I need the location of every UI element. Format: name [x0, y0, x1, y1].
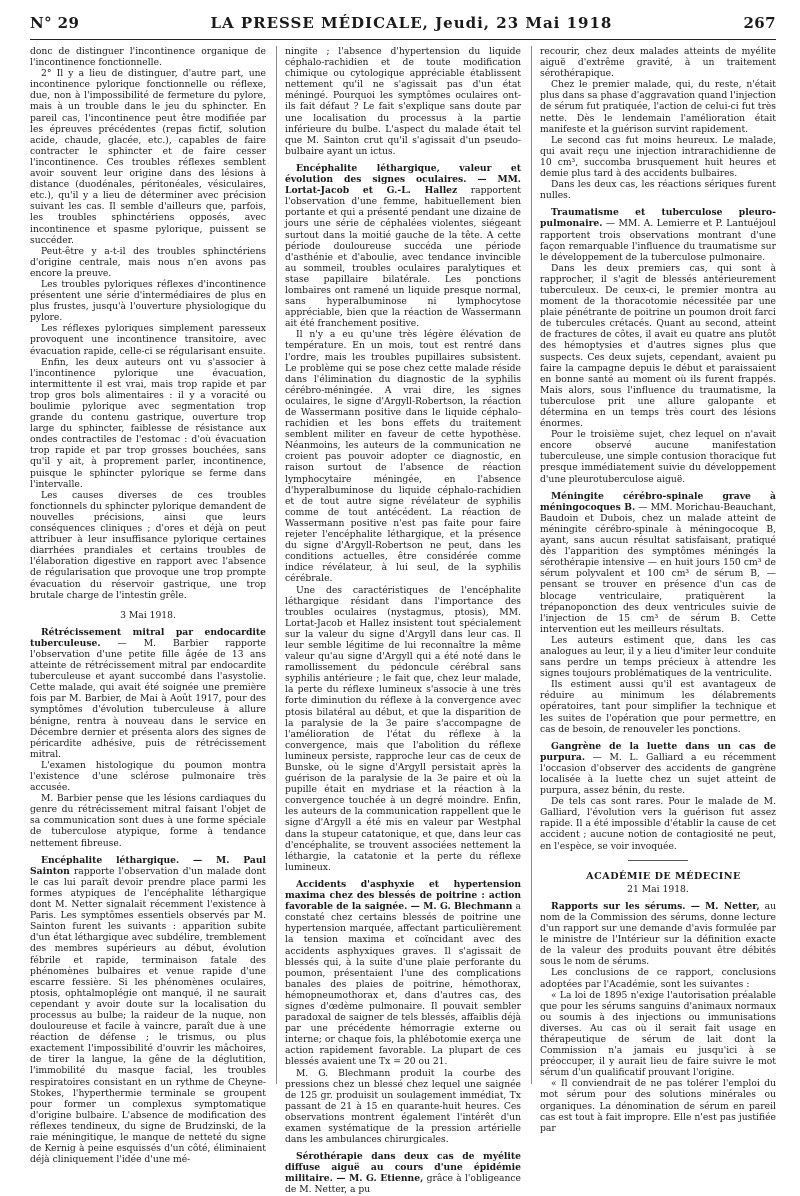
paragraph: Une des caractéristiques de l'encéphalite léthargique résidant dans l'importance des troubles oculaires (nystagmus, ptosis), MM. Lortat-Jacob et Hallez insistent tout spécialement sur la valeur du signe d'Argyll dans leur cas. Il leur semble légitime de lui reconnaître la même valeur qu'au signe d'Argyll qui a été noté dans le ramollissement du pédoncule cérébral sans syphilis antérieure ; le fait que, chez leur malade, la perte du réflexe lumineux s'associe à une très forte diminution du réflexe à la convergence avec ptosis bilatéral au début, et que la disparition de la paralysie de la 3e paire s'accompagne de l'amélioration de l'état du réflexe à la convergence, mais que l'abolition du réflexe lumineux persiste, rapproche leur cas de ceux de Bunske, où le signe d'Argyll persistait après la guérison de la paralysie de la 3e paire et où la pupille était en mydriase et la réaction à la convergence touchée à un degré moindre. Enfin, les auteurs de la communication rappellent que le signe d'Argyll a été mis en valeur par Westphal dans la stupeur catatonique, et que, dans leur cas d'encéphalite, se trouvent associées nettement la léthargie, la catatonie et la perte du réflexe lumineux.	[285, 584, 521, 873]
article-heading: Rapports sur les sérums. — M. Netter,	[551, 900, 760, 912]
paragraph: De tels cas sont rares. Pour le malade de M. Galliard, l'évolution vers la guérison fut assez rapide. Il a été impossible d'établir la cause de cet accident ; aucune notion de contagiosité ne peut, en l'espèce, se voir invoquée.	[540, 796, 776, 852]
paragraph: donc de distinguer l'incontinence organique de l'incontinence fonctionnelle.	[30, 46, 266, 69]
article-serotherapie	[285, 1151, 521, 1195]
article-text: au nom de la Commission des sérums, donne lecture d'un rapport sur une demande d'avis formulée par le ministre de l'Intérieur sur la définition exacte de la valeur des produits pouvant être débités sous le nom de sérums.	[540, 900, 776, 968]
section-title: ACADÉMIE DE MÉDECINE	[586, 870, 741, 882]
paragraph: recourir, chez deux malades atteints de myélite aiguë d'extrême gravité, à un traitement sérothérapique.	[540, 46, 776, 80]
paragraph: Le second cas fut moins heureux. Le malade, qui avait reçu une injection intrarachidienne de 10 cm³, succomba brusquement huit heures et demie plus tard à des accidents bulbaires.	[540, 134, 776, 180]
paragraph: M. G. Blechmann produit la courbe des pressions chez un blessé chez lequel une saignée de 125 gr. produisit un soulagement immédiat, Tx passant de 21 à 15 en quarante-huit heures. Ces observations montrent également l'intérêt d'un examen systématique de la pression artérielle dans les ambulances chirurgicales.	[285, 1067, 521, 1146]
article-traumatisme	[540, 207, 776, 262]
paragraph: L'examen histologique du poumon montra l'existence d'une sclérose pulmonaire très accusée.	[30, 759, 266, 794]
paragraph: Enfin, les deux auteurs ont vu s'associer à l'incontinence pylorique une évacuation, intermittente il est vrai, mais trop rapide et par trop gros bols alimentaires : il y a voracité ou boulimie pylorique avec segmentation trop grande du contenu gastrique, ouverture trop large du sphincter, faiblesse de résistance aux ondes contractiles de l'estomac : d'où évacuation trop rapide et par trop grosses bouchées, sans qu'il y ait, à proprement parler, incontinence, puisque le sphincter pylorique se ferme dans l'intervalle.	[30, 356, 266, 490]
article-gangrene	[540, 741, 776, 796]
journal-title: LA PRESSE MÉDICALE, Jeudi, 23 Mai 1918	[210, 14, 613, 32]
article-asphyxie	[285, 879, 521, 1068]
section-divider	[628, 860, 688, 861]
paragraph: Les conclusions de ce rapport, conclusions adoptées par l'Académie, sont les suivantes :	[540, 967, 776, 990]
page-number: 267	[743, 14, 776, 32]
article-text: — MM. Morichau-Beauchant, Baudoin et Dubois, chez un malade atteint de méningite cérébro-spinale à méningocoque B, ayant, sans aucun résultat satisfaisant, pratiqué dès l'apparition des symptômes méningés la sérothérapie intensive — en huit jours 150 cm³ de sérum polyvalent et 100 cm³ de sérum B, — pensant se trouver en présence d'un cas de blocage ventriculaire, pratiquèrent la trépanoponction des deux ventricules suivie de l'injection de 15 cm³ de sérum B. Cette intervention eut les meilleurs résultats.	[540, 501, 776, 635]
article-text: grâce à l'obligeance de M. Netter, a pu	[285, 1173, 521, 1196]
article-text: — MM. A. Lemierre et P. Lantuéjoul rapportent trois observations montrant d'une façon remarquable l'influence du traumatisme sur le développement de la tuberculose pulmonaire.	[540, 218, 776, 263]
article-meningite	[540, 491, 776, 635]
paragraph: Les réflexes pyloriques simplement paresseux provoquent une incontinence transitoire, avec évacuation rapide, celle-ci se régularisant ensuite.	[30, 323, 266, 357]
column-2	[276, 46, 521, 1196]
issue-number: N° 29	[30, 14, 80, 32]
paragraph: Dans les deux premiers cas, qui sont à rapprocher, il s'agit de blessés antérieurement tuberculeux. De ceux-ci, le premier montra au moment de la thoracotomie nécessitée par une plaie pénétrante de poitrine un poumon droit farci de tubercules crétacés. Quant au second, atteint de fractures de côtes, il avait eu quatre ans plutôt des hémoptysies et d'autres signes plus que suspects. Ces deux sujets, cependant, avaient pu faire la campagne depuis le début et paraissaient en bonne santé au moment où ils furent frappés. Mais alors, sous l'influence du traumatisme, la tuberculose prit une allure galopante et détermina en un temps très court des lésions énormes.	[540, 262, 776, 430]
article-rapports	[540, 901, 776, 968]
quote-paragraph: « Il conviendrait de ne pas tolérer l'emploi du mot sérum pour des solutions minérales ou organiques. La dénomination de sérum en pareil cas est tout à fait impropre. Elle n'est pas justifiée par	[540, 1078, 776, 1134]
page-header	[30, 14, 776, 40]
session-date: 21 Mai 1918.	[627, 883, 689, 895]
column-1	[30, 46, 266, 1166]
article-heading: Sérothérapie dans deux cas de myélite diffuse aiguë au cours d'une épidémie militaire. — M. G. Etienne,	[285, 1151, 521, 1185]
article-mitral	[30, 627, 266, 760]
article-heading: Méningite cérébro-spinale grave à méningocoques B.	[540, 490, 776, 513]
paragraph: Les troubles pyloriques réflexes d'incontinence présentent une série d'intermédiaires de plus en plus frustes, jusqu'à l'ouverture physiologique du pylore.	[30, 278, 266, 324]
article-heading: Accidents d'asphyxie et hypertension maxima chez des blessés de poitrine : action favorable de la saignée. — M. G. Blechmann	[285, 878, 521, 913]
text-columns	[30, 46, 776, 1196]
paragraph: M. Barbier pense que les lésions cardiaques du genre du rétrécissement mitral faisant l'objet de sa communication sont dues à une forme spéciale de tuberculose atypique, forme à tendance nettement fibreuse.	[30, 793, 266, 849]
column-3	[531, 46, 776, 1134]
paragraph: Dans les deux cas, les réactions sériques furent nulles.	[540, 179, 776, 202]
paragraph: Chez le premier malade, qui, du reste, n'était plus dans sa phase d'aggravation quand l'injection de sérum fut pratiquée, l'action de celui-ci fut très nette. Dès le lendemain l'amélioration était manifeste et la guérison survint rapidement.	[540, 79, 776, 135]
article-heading: Rétrécissement mitral par endocardite tuberculeuse.	[30, 626, 266, 649]
article-text: — M. L. Galliard a eu récemment l'occasion d'observer des accidents de gangrène localisée à la luette chez un sujet atteint de purpura, assez bénin, du reste.	[540, 751, 776, 797]
article-heading: Encéphalite léthargique, valeur et évolution des signes oculaires. — MM. Lortat-Jacob et G.-L. Hallez	[285, 162, 521, 197]
paragraph: Les causes diverses de ces troubles fonctionnels du sphincter pylorique demandent de nouvelles précisions, ainsi que leurs conséquences cliniques ; d'ores et déjà on peut attribuer à leur insuffisance pylorique certaines diarrhées prandiales et certains troubles de l'élaboration digestive en rapport avec l'absence de régularisation que provoque une trop prompte évacuation du réservoir gastrique, une trop brutale charge de l'intestin grêle.	[30, 489, 266, 601]
session-date: 3 Mai 1918.	[120, 609, 176, 621]
article-heading: Encéphalite léthargique. — M. Paul Sainton	[30, 854, 266, 877]
article-text: rapporte l'observation d'un malade dont le cas lui paraît devoir prendre place parmi les formes atypiques de l'encéphalite léthargique dont M. Netter signalait récemment l'existence à Paris. Les symptômes essentiels observés par M. Sainton furent les suivants : apparition subite d'un état léthargique avec subdélire, tremblement des membres supérieurs au début, évolution fébrile et rapide, terminaison fatale des phénomènes bulbaires et venue rapide d'une escarre fessière. Si les phénomènes oculaires, ptosis, ophtalmoplégie ont manqué, il ne saurait cependant y avoir doute sur la localisation du processus au bulbe; la raideur de la nuque, non douloureuse et facile à vaincre, paraît due à une réaction de défense ; le trismus, ou plus exactement l'impossibilité d'ouvrir les mâchoires, de tirer la langue, la gêne de la déglutition, l'immobilité du masque facial, les troubles respiratoires consistant en un rythme de Cheyne-Stokes, l'hyperthermie terminale se groupent pour former un complexus symptomatique d'origine bulbaire. L'absence de modification des réflexes tendineux, du signe de Brudzinski, de la raie méningitique, le manque de netteté du signe de Kernig à peine esquissés d'un côté, éliminaient déjà cliniquement l'idée d'une mé-	[30, 865, 266, 1166]
article-text: — M. Barbier rapporte l'observation d'une petite fille âgée de 13 ans atteinte de rétrécissement mitral par endocardite tuberculeuse et ayant succombé dans l'asystolie. Cette malade, qui avait été soignée une première fois par M. Barbier, de Mai à Août 1917, pour des symptômes d'évolution tuberculeuse à allure bénigne, rentra à nouveau dans le service en Décembre dernier et présenta alors des signes de péricardite adhésive, puis de rétrécissement mitral.	[30, 637, 266, 760]
article-heading: Traumatisme et tuberculose pleuro-pulmonaire.	[540, 207, 776, 230]
paragraph: Ils estiment aussi qu'il est avantageux de réduire au minimum les délabrements opératoires, tant pour simplifier la technique et les suites de l'opération que pour permettre, en cas de besoin, de renouveler les ponctions.	[540, 679, 776, 735]
paragraph: Pour le troisième sujet, chez lequel on n'avait encore observé aucune manifestation tuberculeuse, une simple contusion thoracique fut presque immédiatement suivie du développement d'une pleurotuberculose aiguë.	[540, 429, 776, 485]
article-heading: Gangrène de la luette dans un cas de purpura.	[540, 740, 776, 763]
article-text: a constaté chez certains blessés de poitrine une hypertension marquée, affectant particulièrement la tension maxima et coïncidant avec des accidents asphyxiques graves. Il s'agissait de blessés qui, à la suite d'une plaie perforante du poumon, présentaient l'une des complications banales des plaies de poitrine, hémothorax, hémopneumothorax et, dans d'autres cas, des signes d'œdème pulmonaire. Il pouvait sembler paradoxal de saigner de tels blessés, affaiblis déjà par une précédente hémorragie externe ou interne; or chaque fois, la phlébotomie exerça une action rapidement favorable. La plupart de ces blessés avaient une Tx = 20 ou 21.	[285, 901, 521, 1068]
article-encephalite	[30, 855, 266, 1166]
paragraph: 2° Il y a lieu de distinguer, d'autre part, une incontinence pylorique fonctionnelle ou réflexe, due, non à l'impossibilité de fermeture du pylore, mais à un trouble dans le jeu du sphincter. En pareil cas, l'incontinence peut être modifiée par les épreuves précédentes (repas fictif, solution acide, chaude, glacée, etc.), capables de faire contracter le sphincter et de faire cesser l'incontinence. Ces troubles réflexes semblent avoir souvent leur origine dans des lésions à distance (duodénales, péritonéales, vésiculaires, etc.), qu'il y a lieu de déterminer avec précision suivant les cas. Il semble d'ailleurs que, parfois, les troubles sphinctériens opposés, avec incontinence et spasme pylorique, puissent se succéder.	[30, 68, 266, 246]
paragraph: Les auteurs estiment que, dans les cas analogues au leur, il y a lieu d'imiter leur conduite sans perdre un temps précieux à attendre les signes toujours problématiques de la ventriculite.	[540, 634, 776, 680]
article-encephalite-oculaire	[285, 163, 521, 329]
paragraph: Peut-être y a-t-il des troubles sphinctériens d'origine centrale, mais nous n'en avons pas encore la preuve.	[30, 245, 266, 279]
article-text: rapportent l'observation d'une femme, habituellement bien portante et qui a présenté pendant une dizaine de jours une série de céphalées violentes, siégeant surtout dans la moitié gauche de la tête. A cette période douloureuse succéda une période d'asthénie et d'aboulie, avec tendance invincible au sommeil, troubles oculaires paralytiques et stase papillaire bilatérale. Les ponctions lombaires ont ramené un liquide presque normal, sans hyperalbuminose ni lymphocytose appréciable, bien que la réaction de Wassermann ait été franchement positive.	[285, 185, 521, 330]
paragraph: ningite ; l'absence d'hypertension du liquide céphalo-rachidien et de toute modification chimique ou cytologique appréciable établissent nettement qu'il ne s'agissait pas d'un état méningé. Pourquoi les symptômes oculaires ont-ils fait défaut ? Le fait s'explique sans doute par une localisation du processus à la partie inférieure du bulbe. L'aspect du malade était tel que M. Sainton crut qu'il s'agissait d'un pseudo-bulbaire ayant un ictus.	[285, 46, 521, 157]
paragraph: Il n'y a eu qu'une très légère élévation de température. En un mois, tout est rentré dans l'ordre, mais les troubles pupillaires subsistent. Le problème qui se pose chez cette malade réside dans l'élimination du diagnostic de la syphilis cérébro-méningée. A vrai dire, les signes oculaires, le signe d'Argyll-Robertson, la réaction de Wassermann positive dans le liquide céphalo-rachidien et les bons effets du traitement semblent militer en faveur de cette hypothèse. Néanmoins, les auteurs de la communication ne croient pas pouvoir adopter ce diagnostic, en raison surtout de l'absence de réaction lymphocytaire méningée, en l'absence d'hyperalbuminose du liquide céphalo-rachidien et de tout autre signe révélateur de syphilis comme de tout antécédent. La réaction de Wassermann positive n'est pas faite pour faire rejeter l'encéphalite léthargique, et la présence du signe d'Argyll-Robertson ne peut, dans les conditions actuelles, être considérée comme indice révélateur, à lui seul, de la syphilis cérébrale.	[285, 329, 521, 585]
quote-paragraph: « La loi de 1895 n'exige l'autorisation préalable que pour les sérums sanguins d'animaux normaux ou soumis à des injections ou immunisations diverses. Au cas où il serait fait usage en thérapeutique de sérum de lait dont la Commission n'a jamais eu jusqu'ici à se préoccuper, il y aurait lieu de faire suivre le mot sérum d'un qualificatif prouvant l'origine.	[540, 989, 776, 1079]
